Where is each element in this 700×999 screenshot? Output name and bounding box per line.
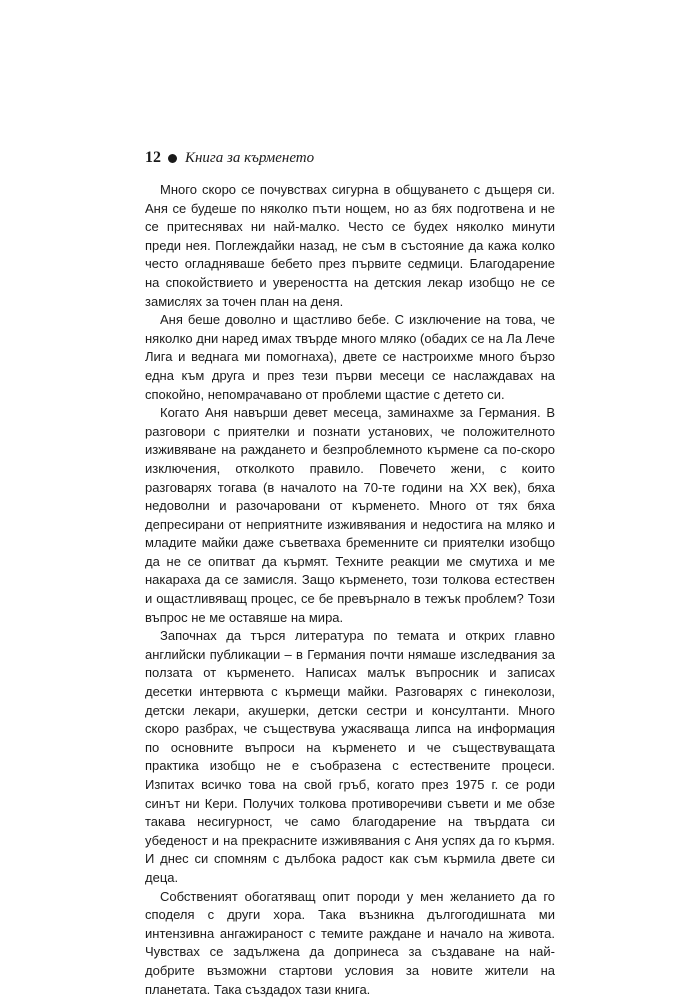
paragraph-4: Започнах да търся литература по темата и открих главно английски публикации – в Германия почти нямаше изследвания за ползата от кърменето. Написах малък въпросник и записах десетки интервюта с кърмещи майки. Разговарях с гинеколози, детски лекари, акушерки, детски сестри и консултанти. Много скоро разбрах, че съществува ужасяваща липса на информация по основните въпроси на кърменето и че съществуващата практика изобщо не е съобразена с естествените процеси. Изпитах всичко това на свой гръб, когато през 1975 г. се роди синът ни Кери. Получих толкова противоречиви съвети и ме обзе такава несигурност, че само благодарение на твърдата си убеденост и на прекрасните изживявания с Аня успях да го кърмя. И днес си спомням с дълбока радост как съм кърмила двете си деца. xyxy=(145,628,555,885)
bullet-icon xyxy=(168,154,177,163)
book-title: Книга за кърменето xyxy=(185,150,315,166)
running-head xyxy=(145,149,314,167)
paragraph-3: Когато Аня навърши девет месеца, заминахме за Германия. В разговори с приятелки и познати установих, че положителното изживяване на раждането и безпроблемното кърмене са по-скоро изключения, отколкото правило. Повечето жени, с които разговарях тогава (в началото на 70-те години на XX век), бяха недоволни и разочаровани от кърменето. Много от тях бяха депресирани от неприятните изживявания и недостига на мляко и младите майки даже съветваха бременните си приятелки изобщо да не се опитват да кърмят. Техните реакции ме смутиха и ме накараха да се замисля. Защо кърменето, този толкова естествен и ощастливяващ процес, се бе превърнало в тежък проблем? Този въпрос не ме оставяше на мира. xyxy=(145,405,555,625)
body-text xyxy=(145,181,555,999)
paragraph-5: Собственият обогатяващ опит породи у мен желанието да го споделя с други хора. Така възникна дългогодишната ми интензивна ангажираност с темите раждане и начало на живота. Чувствах се задължена да допринеса за създаване на най-добрите възможни стартови условия за новите жители на планетата. Така създадох тази книга. xyxy=(145,888,555,997)
paragraph-2: Аня беше доволно и щастливо бебе. С изключение на това, че няколко дни наред имах твърде много мляко (обадих се на Ла Лече Лига и веднага ми помогнаха), двете се настроихме много бързо една към друга и през тези първи месеци се наслаждавах на спокойно, непомрачавано от проблеми щастие с детето си. xyxy=(145,312,555,402)
paragraph-1: Много скоро се почувствах сигурна в общуването с дъщеря си. Аня се будеше по няколко пъти нощем, но аз бях подготвена и не се притеснявах ни най-малко. Често се будех няколко минути преди нея. Поглеждайки назад, не съм в състояние да кажа колко често огладняваше бебето през първите седмици. Благодарение на спокойствието и увереността на детския лекар изобщо не се замислях за точен план на деня. xyxy=(145,182,555,309)
page-number: 12 xyxy=(145,149,161,166)
